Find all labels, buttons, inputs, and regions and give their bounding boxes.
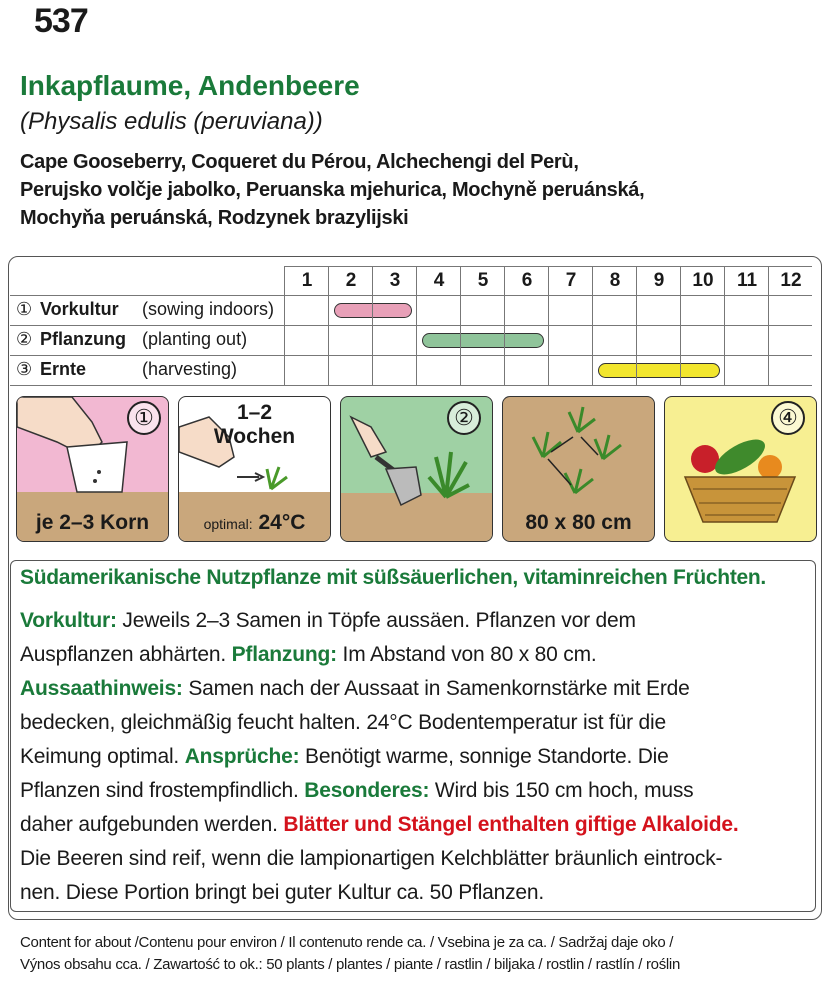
month-label: 3 bbox=[372, 266, 417, 295]
latin-name: (Physalis edulis (peruviana)) bbox=[20, 108, 323, 135]
panel-sowing bbox=[16, 396, 169, 542]
month-label: 2 bbox=[328, 266, 373, 295]
product-title: Inkapflaume, Andenbeere bbox=[20, 70, 360, 101]
caption-prefix: optimal: bbox=[203, 516, 253, 532]
description-body bbox=[20, 604, 810, 910]
month-label: 12 bbox=[768, 266, 813, 295]
body-line: Auspflanzen abhärten. Pflanzung: Im Abstand von 80 x 80 cm. bbox=[20, 643, 597, 666]
duration-number: 1–2 bbox=[236, 401, 273, 424]
step-marker: ② bbox=[447, 401, 481, 435]
panel-caption: je 2–3 Korn bbox=[35, 511, 150, 534]
month-label: 6 bbox=[504, 266, 549, 295]
footer-line: Výnos obsahu cca. / Zawartość to ok.: 50 plants / plantes / piante / rastlin / biljaka / rostlin / rastlín / roślin bbox=[20, 956, 680, 973]
body-line: daher aufgebunden werden. Blätter und Stängel enthalten giftige Alkaloide. bbox=[20, 813, 739, 836]
translated-names bbox=[20, 148, 644, 232]
body-line: Pflanzen sind frostempfindlich. Besonderes: Wird bis 150 cm hoch, muss bbox=[20, 779, 694, 802]
names-line: Mochyňa peruánská, Rodzynek brazylijski bbox=[20, 207, 409, 229]
temperature-value: 24°C bbox=[258, 511, 306, 534]
duration-unit: Wochen bbox=[213, 425, 296, 448]
month-label: 4 bbox=[416, 266, 461, 295]
month-label: 8 bbox=[592, 266, 637, 295]
step-marker: ④ bbox=[771, 401, 805, 435]
row-marker: ① bbox=[16, 299, 33, 319]
month-label: 7 bbox=[548, 266, 593, 295]
calendar-row-vorkultur bbox=[10, 296, 812, 325]
row-sublabel: (planting out) bbox=[142, 329, 248, 349]
calendar-row-ernte bbox=[10, 356, 812, 385]
calendar-row-pflanzung bbox=[10, 326, 812, 355]
content-note bbox=[20, 932, 680, 976]
footer-line: Content for about /Contenu pour environ / Il contenuto rende ca. / Vsebina je za ca. / Sadržaj daje oko / bbox=[20, 934, 674, 951]
row-label: Ernte bbox=[40, 359, 87, 379]
month-label: 9 bbox=[636, 266, 681, 295]
month-label: 1 bbox=[284, 266, 329, 295]
names-line: Cape Gooseberry, Coqueret du Pérou, Alchechengi del Perù, bbox=[20, 151, 579, 173]
row-label: Vorkultur bbox=[40, 299, 119, 319]
panel-germination bbox=[178, 396, 331, 542]
body-line: nen. Diese Portion bringt bei guter Kultur ca. 50 Pflanzen. bbox=[20, 881, 545, 904]
panel-caption: 80 x 80 cm bbox=[525, 511, 632, 534]
step-marker: ① bbox=[127, 401, 161, 435]
names-line: Perujsko volčje jabolko, Peruanska mjehurica, Mochyně peruánská, bbox=[20, 179, 645, 201]
row-label: Pflanzung bbox=[40, 329, 126, 349]
description-headline: Südamerikanische Nutzpflanze mit süßsäuerlichen, vitaminreichen Früchten. bbox=[20, 566, 766, 589]
body-line: Keimung optimal. Ansprüche: Benötigt warme, sonnige Standorte. Die bbox=[20, 745, 669, 768]
body-line: Aussaathinweis: Samen nach der Aussaat in Samenkornstärke mit Erde bbox=[20, 677, 690, 700]
body-line: bedecken, gleichmäßig feucht halten. 24°C Bodentemperatur ist für die bbox=[20, 711, 666, 734]
period-bar bbox=[334, 303, 412, 318]
period-bar bbox=[598, 363, 720, 378]
panel-planting bbox=[340, 396, 493, 542]
toxicity-warning: Blätter und Stängel enthalten giftige Alkaloide. bbox=[283, 813, 739, 836]
body-line: Die Beeren sind reif, wenn die lampionartigen Kelchblätter bräunlich eintrock- bbox=[20, 847, 723, 870]
panel-spacing bbox=[502, 396, 655, 542]
panel-harvest bbox=[664, 396, 817, 542]
panel-caption bbox=[179, 511, 330, 535]
row-marker: ③ bbox=[16, 359, 33, 379]
row-sublabel: (sowing indoors) bbox=[142, 299, 275, 319]
month-label: 10 bbox=[680, 266, 725, 295]
catalog-number: 537 bbox=[34, 2, 88, 40]
period-bar bbox=[422, 333, 544, 348]
row-marker: ② bbox=[16, 329, 33, 349]
calendar-header bbox=[10, 266, 812, 295]
month-label: 5 bbox=[460, 266, 505, 295]
body-line: Vorkultur: Jeweils 2–3 Samen in Töpfe aussäen. Pflanzen vor dem bbox=[20, 609, 636, 632]
row-sublabel: (harvesting) bbox=[142, 359, 238, 379]
month-label: 11 bbox=[724, 266, 769, 295]
